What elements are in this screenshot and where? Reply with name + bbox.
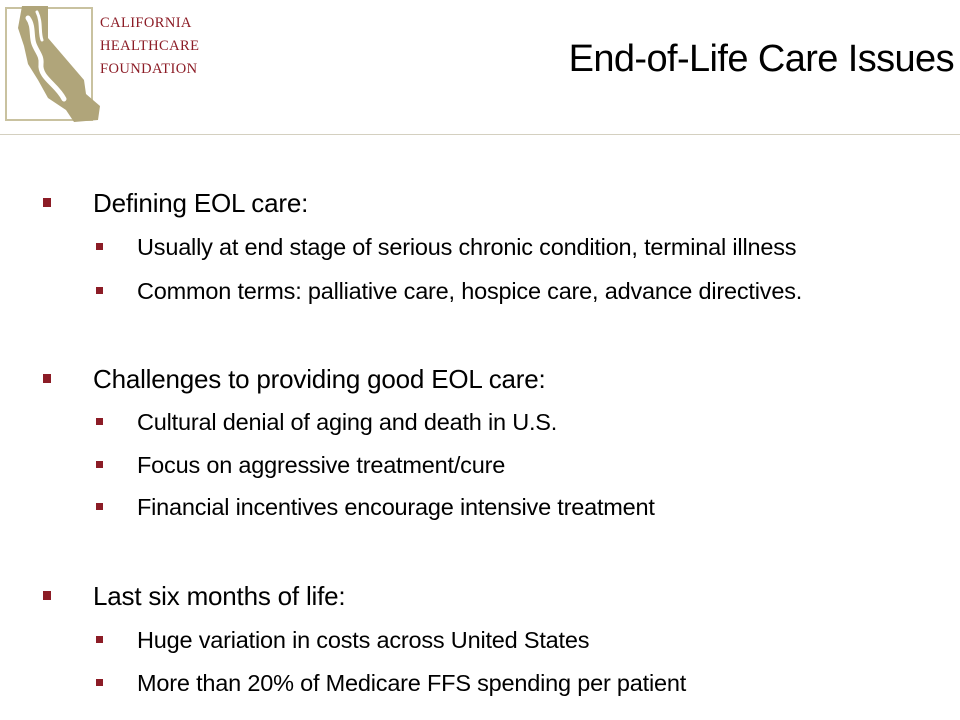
square-bullet-icon [96, 636, 103, 643]
section-heading-text: Defining EOL care: [93, 188, 309, 218]
square-bullet-icon [96, 287, 103, 294]
square-bullet-icon [96, 243, 103, 250]
square-bullet-icon [96, 503, 103, 510]
square-bullet-icon [43, 374, 51, 383]
list-item [137, 496, 655, 520]
slide-title: End-of-Life Care Issues [568, 38, 954, 80]
section-heading-text: Last six months of life: [93, 581, 346, 611]
square-bullet-icon [96, 418, 103, 425]
square-bullet-icon [96, 679, 103, 686]
logo-line-3: FOUNDATION [100, 61, 198, 77]
list-item-text: Usually at end stage of serious chronic condition, terminal illness [137, 234, 797, 260]
list-item-text: Financial incentives encourage intensive treatment [137, 494, 655, 520]
list-item-text: Common terms: palliative care, hospice care, advance directives. [137, 278, 803, 304]
square-bullet-icon [96, 461, 103, 468]
section-heading-text: Challenges to providing good EOL care: [93, 364, 546, 394]
logo-line-1: CALIFORNIA [100, 15, 192, 31]
logo-line-2: HEALTHCARE [100, 38, 200, 54]
list-item [137, 629, 589, 653]
square-bullet-icon [43, 591, 51, 600]
list-item-text: Cultural denial of aging and death in U.S. [137, 409, 558, 435]
list-item [137, 454, 505, 478]
list-item-text: Huge variation in costs across United States [137, 627, 590, 653]
list-item-text: Focus on aggressive treatment/cure [137, 452, 506, 478]
section-heading [93, 583, 345, 609]
list-item [137, 411, 557, 435]
list-item [137, 280, 802, 304]
section-heading [93, 366, 546, 392]
list-item [137, 236, 796, 260]
square-bullet-icon [43, 198, 51, 207]
list-item [137, 672, 686, 696]
section-heading [93, 190, 308, 216]
list-item-text: More than 20% of Medicare FFS spending per patient [137, 670, 687, 696]
